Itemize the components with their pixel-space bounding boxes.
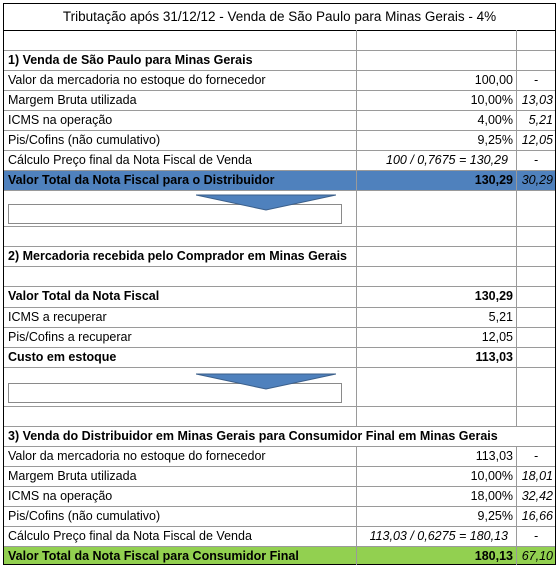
row-extra: 12,05: [521, 133, 553, 147]
row-extra: 30,29: [521, 173, 553, 187]
row-label: Pis/Cofins a recuperar: [8, 330, 132, 344]
row-label: Cálculo Preço final da Nota Fiscal de Venda: [8, 153, 252, 167]
section2-heading-row: [3, 246, 556, 266]
row-label: ICMS a recuperar: [8, 310, 107, 324]
grid-line: [3, 3, 556, 4]
grid-line: [3, 30, 556, 31]
row-value: 10,00%: [470, 93, 513, 107]
row-label: Pis/Cofins (não cumulativo): [8, 509, 161, 523]
row-value: 18,00%: [470, 489, 513, 503]
row-extra: 16,66: [521, 509, 553, 523]
table-row: [3, 150, 556, 170]
grid-line: [3, 130, 556, 131]
grid-line: [3, 3, 4, 565]
grid-line: [3, 546, 556, 547]
row-value: 9,25%: [477, 509, 513, 523]
grid-line: [3, 70, 556, 71]
row-label: Cálculo Preço final da Nota Fiscal de Venda: [8, 529, 252, 543]
section3-heading-row: [3, 426, 556, 446]
row-label: ICMS na operação: [8, 113, 113, 127]
row-extra: 5,21: [528, 113, 553, 127]
table-row: [3, 90, 556, 110]
table-row: [3, 327, 556, 347]
row-label: Margem Bruta utilizada: [8, 469, 137, 483]
grid-line: [3, 367, 556, 368]
row-label: Valor Total da Nota Fiscal para o Distribuidor: [8, 173, 275, 187]
grid-line: [3, 190, 556, 191]
row-extra: 67,10: [521, 548, 553, 563]
grid-line: [3, 466, 556, 467]
row-value: 130,29: [474, 289, 513, 303]
section2-heading: 2) Mercadoria recebida pelo Comprador em Minas Gerais: [8, 249, 348, 263]
page-title: Tributação após 31/12/12 - Venda de São Paulo para Minas Gerais - 4%: [62, 9, 497, 24]
grid-line: [3, 246, 556, 247]
down-arrow-icon: [196, 193, 336, 211]
table-row: [3, 526, 556, 546]
grid-line: [3, 307, 556, 308]
table-row: [3, 486, 556, 506]
row-extra: 18,01: [521, 469, 553, 483]
table-row: [3, 466, 556, 486]
row-value: 9,25%: [477, 133, 513, 147]
row-value: 12,05: [481, 330, 513, 344]
row-label: Valor da mercadoria no estoque do fornecedor: [8, 449, 266, 463]
grid-line: [516, 446, 517, 565]
grid-line: [3, 347, 556, 348]
row-label: Pis/Cofins (não cumulativo): [8, 133, 161, 147]
row-value: 5,21: [488, 310, 513, 324]
row-extra: -: [533, 73, 539, 87]
row-label: Custo em estoque: [8, 350, 117, 364]
row-label: Valor Total da Nota Fiscal: [8, 289, 160, 303]
title-row: [3, 3, 556, 30]
section1-heading-row: [3, 50, 556, 70]
grid-line: [3, 526, 556, 527]
grid-line: [3, 170, 556, 171]
table-row: [3, 286, 556, 306]
spreadsheet: [3, 3, 556, 565]
grid-line: [555, 3, 556, 565]
grid-line: [3, 327, 556, 328]
grid-line: [3, 426, 556, 427]
grid-line: [3, 486, 556, 487]
row-extra: -: [533, 449, 539, 463]
row-label: ICMS na operação: [8, 489, 113, 503]
row-value: 113,03: [475, 350, 513, 364]
row-value: 113,03: [475, 449, 513, 463]
row-formula: 113,03 / 0,6275 = 180,13: [369, 529, 508, 543]
table-row: [3, 506, 556, 526]
table-row: [3, 307, 556, 327]
table-row: [3, 347, 556, 367]
row-label: Valor da mercadoria no estoque do fornecedor: [8, 73, 266, 87]
grid-line: [3, 226, 556, 227]
row-extra: 32,42: [521, 489, 553, 503]
row-extra: -: [533, 153, 539, 167]
row-label: Margem Bruta utilizada: [8, 93, 137, 107]
grid-line: [516, 30, 517, 426]
table-row: [3, 446, 556, 466]
section3-heading: 3) Venda do Distribuidor em Minas Gerais para Consumidor Final em Minas Gerais: [8, 429, 498, 443]
grid-line: [3, 150, 556, 151]
grid-line: [3, 286, 556, 287]
grid-line: [356, 30, 357, 426]
row-value: 4,00%: [477, 113, 513, 127]
grid-line: [3, 564, 556, 565]
row-value: 100,00: [474, 73, 513, 87]
distributor-total-row: [3, 170, 556, 190]
row-label: Valor Total da Nota Fiscal para Consumidor Final: [8, 548, 299, 563]
row-extra: 13,03: [521, 93, 553, 107]
grid-line: [3, 90, 556, 91]
grid-line: [3, 406, 556, 407]
row-formula: 100 / 0,7675 = 130,29: [386, 153, 508, 167]
row-value: 10,00%: [470, 469, 513, 483]
consumer-total-row: [3, 546, 556, 565]
row-value: 130,29: [474, 173, 513, 187]
table-row: [3, 130, 556, 150]
grid-line: [3, 446, 556, 447]
grid-line: [3, 50, 556, 51]
down-arrow-icon: [196, 372, 336, 390]
grid-line: [3, 506, 556, 507]
grid-line: [3, 266, 556, 267]
row-extra: -: [533, 529, 539, 543]
table-row: [3, 110, 556, 130]
section1-heading: 1) Venda de São Paulo para Minas Gerais: [8, 53, 253, 67]
grid-line: [3, 110, 556, 111]
table-row: [3, 70, 556, 90]
row-value: 180,13: [474, 548, 513, 563]
grid-line: [356, 446, 357, 565]
